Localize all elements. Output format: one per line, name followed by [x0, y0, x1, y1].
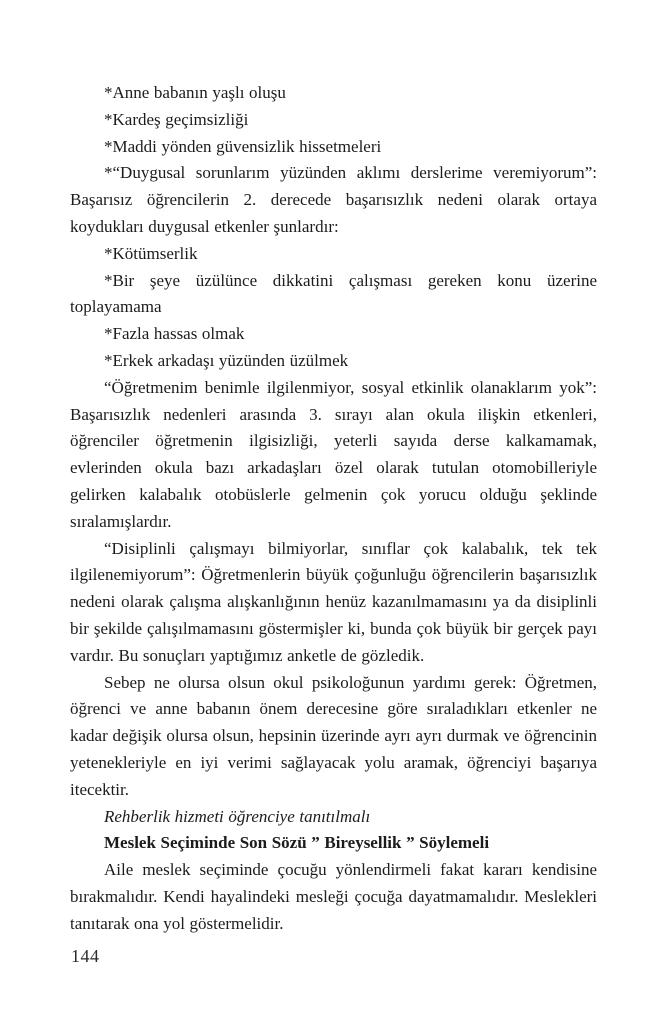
paragraph: *Kötümserlik [104, 243, 198, 263]
paragraph: *Fazla hassas olmak [104, 324, 245, 344]
paragraph: “Disiplinli çalışmayı bilmiyorlar, sınıflar çok kalabalık, tek tek ilgilenemiyorum”: Öğretmenlerin büyük çoğunluğu öğrencilerin başarısızlık nedeni olarak çalışma alışkanlığının henüz kazanılmamasını ya da disiplinli bir şekilde çalışılmamasını göstermişler ki, bunda çok büyük bir gerçek payı vardır. Bu sonuçları yaptığımız anketle de gözledik. [70, 538, 597, 665]
paragraph: *Bir şeye üzülünce dikkatini çalışması gereken konu üzerine toplayamama [70, 270, 597, 317]
paragraph: Meslek Seçiminde Son Sözü ” Bireysellik ” Söylemeli [104, 833, 490, 853]
page-body [70, 80, 597, 938]
paragraph: Sebep ne olursa olsun okul psikoloğunun yardımı gerek: Öğretmen, öğrenci ve anne babanın önem derecesine göre sıraladıkları etkenler ne kadar değişik olursa olsun, hepsinin üzerinde ayrı ayrı durmak ve öğrencinin yetenekleriyle en iyi verimi sağlayacak yolu aramak, öğrenciyi başarıya itecektir. [70, 672, 597, 799]
page-number: 144 [71, 946, 100, 966]
paragraph: *Kardeş geçimsizliği [104, 109, 249, 129]
paragraph: Aile meslek seçiminde çocuğu yönlendirmeli fakat kararı kendisine bırakmalıdır. Kendi hayalindeki mesleği çocuğa dayatmamalıdır. Meslekleri tanıtarak ona yol göstermelidir. [70, 860, 597, 933]
paragraph: *Maddi yönden güvensizlik hissetmeleri [104, 136, 382, 156]
paragraph: Rehberlik hizmeti öğrenciye tanıtılmalı [104, 806, 371, 826]
paragraph: *“Duygusal sorunlarım yüzünden aklımı derslerime veremiyorum”: Başarısız öğrencilerin 2. derecede başarısızlık nedeni olarak ortaya koydukları duygusal etkenler şunlardır: [70, 163, 597, 236]
paragraph: “Öğretmenim benimle ilgilenmiyor, sosyal etkinlik olanaklarım yok”: Başarısızlık nedenleri arasında 3. sırayı alan okula ilişkin etkenleri, öğrenciler öğretmenin ilgisizliği, yeterli sayıda derse kalkamamak, evlerinden okula bazı arkadaşları özel olarak tutulan otomobilleriyle gelirken kalabalık otobüslerle gelmenin çok yorucu olduğu şeklinde sıralamışlardır. [70, 377, 597, 531]
paragraph: *Erkek arkadaşı yüzünden üzülmek [104, 350, 349, 370]
paragraph: *Anne babanın yaşlı oluşu [104, 83, 286, 102]
